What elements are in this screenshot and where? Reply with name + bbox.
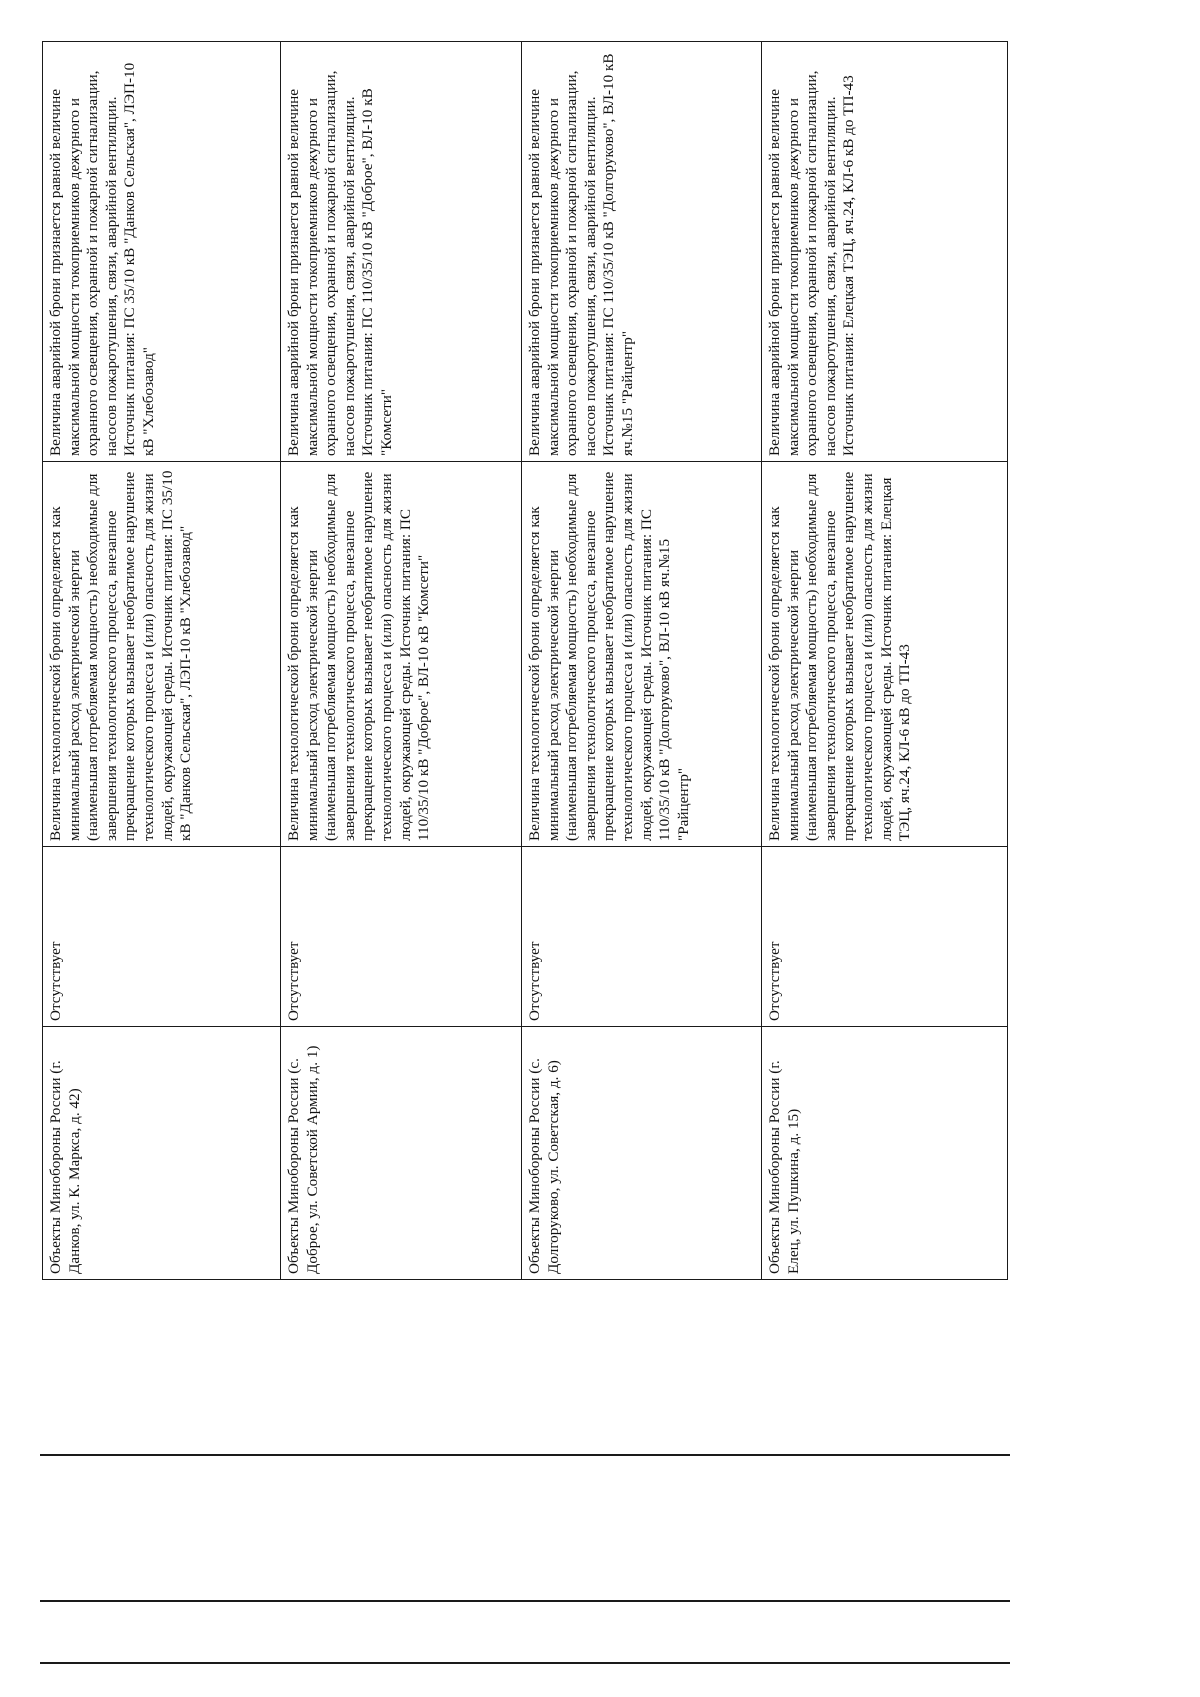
divider-line [40,1454,1010,1456]
object-cell: Объекты Минобороны России (г. Елец, ул. Пушкина, д. 15) [762,1027,1008,1280]
table-row [762,42,1008,1280]
table-row [43,42,281,1280]
tech-reserve-cell: Величина технологической брони определяется как минимальный расход электрической энергии (наименьшая потребляемая мощность) необходимые для завершения технологического процесса, внезапное прекращение которых вызывает необратимое нарушение технологического процесса и (или) опасность для жизни людей, окружающей среды. Источник питания: Елецкая ТЭЦ, яч.24, КЛ-6 кВ до ТП-43 [762,462,1008,847]
tech-reserve-cell: Величина технологической брони определяется как минимальный расход электрической энергии (наименьшая потребляемая мощность) необходимые для завершения технологического процесса, внезапное прекращение которых вызывает необратимое нарушение технологического процесса и (или) опасность для жизни людей, окружающей среды. Источник питания: ПС 110/35/10 кВ "Доброе", ВЛ-10 кВ "Комсети" [281,462,522,847]
status-cell: Отсутствует [762,847,1008,1027]
emergency-reserve-cell: Величина аварийной брони признается равной величине максимальной мощности токоприемников дежурного и охранного освещения, охранной и пожарной сигнализации, насосов пожаротушения, связи, аварийной вентиляции. Источник питания: ПС 110/35/10 кВ "Доброе", ВЛ-10 кВ "Комсети" [281,42,522,462]
status-cell: Отсутствует [522,847,762,1027]
divider-line [40,1600,1010,1602]
rotated-table-container [42,42,1007,1280]
status-cell: Отсутствует [43,847,281,1027]
object-cell: Объекты Минобороны России (г. Данков, ул. К. Маркса, д. 42) [43,1027,281,1280]
emergency-reserve-cell: Величина аварийной брони признается равной величине максимальной мощности токоприемников дежурного и охранного освещения, охранной и пожарной сигнализации, насосов пожаротушения, связи, аварийной вентиляции. Источник питания: ПС 35/10 кВ "Данков Сельская", ЛЭП-10 кВ "Хлебозавод" [43,42,281,462]
power-reserve-table [42,41,1008,1280]
table-row [281,42,522,1280]
emergency-reserve-cell: Величина аварийной брони признается равной величине максимальной мощности токоприемников дежурного и охранного освещения, охранной и пожарной сигнализации, насосов пожаротушения, связи, аварийной вентиляции. Источник питания: ПС 110/35/10 кВ "Долгоруково", ВЛ-10 кВ яч.№15 "Райцентр" [522,42,762,462]
object-cell: Объекты Минобороны России (с. Долгоруково, ул. Советская, д. 6) [522,1027,762,1280]
emergency-reserve-cell: Величина аварийной брони признается равной величине максимальной мощности токоприемников дежурного и охранного освещения, охранной и пожарной сигнализации, насосов пожаротушения, связи, аварийной вентиляции. Источник питания: Елецкая ТЭЦ, яч.24, КЛ-6 кВ до ТП-43 [762,42,1008,462]
divider-line [40,1662,1010,1664]
table-row [522,42,762,1280]
tech-reserve-cell: Величина технологической брони определяется как минимальный расход электрической энергии (наименьшая потребляемая мощность) необходимые для завершения технологического процесса, внезапное прекращение которых вызывает необратимое нарушение технологического процесса и (или) опасность для жизни людей, окружающей среды. Источник питания: ПС 110/35/10 кВ "Долгоруково", ВЛ-10 кВ яч.№15 "Райцентр" [522,462,762,847]
object-cell: Объекты Минобороны России (с. Доброе, ул. Советской Армии, д. 1) [281,1027,522,1280]
tech-reserve-cell: Величина технологической брони определяется как минимальный расход электрической энергии (наименьшая потребляемая мощность) необходимые для завершения технологического процесса, внезапное прекращение которых вызывает необратимое нарушение технологического процесса и (или) опасность для жизни людей, окружающей среды. Источник питания: ПС 35/10 кВ "Данков Сельская", ЛЭП-10 кВ "Хлебозавод" [43,462,281,847]
status-cell: Отсутствует [281,847,522,1027]
